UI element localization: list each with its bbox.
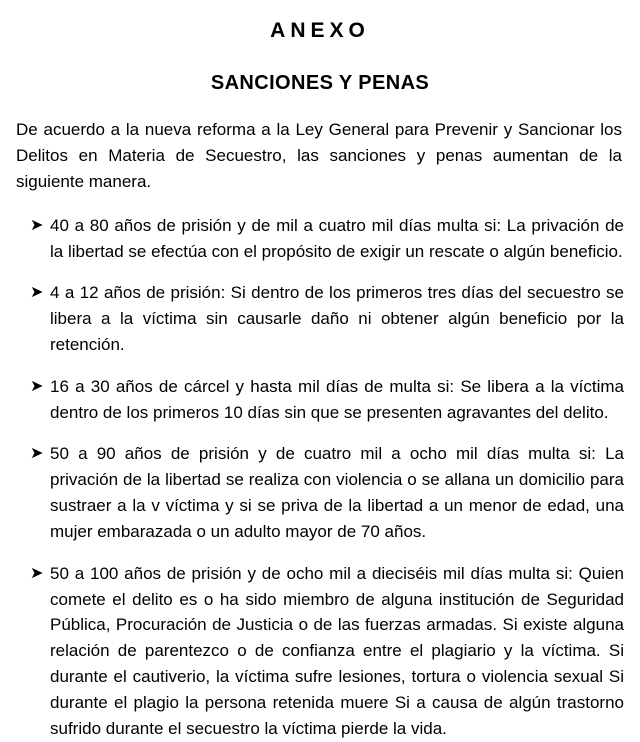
list-item-text: 50 a 90 años de prisión y de cuatro mil a ocho mil días multa si: La privación de la libertad se realiza con violencia o se allana un domicilio para sustraer a la v víctima y si se priva de la libertad a un menor de edad, una mujer embarazada o un adulto mayor de 70 años. (50, 444, 624, 541)
page-title: ANEXO (270, 19, 370, 42)
list-item-text: 40 a 80 años de prisión y de mil a cuatro mil días multa si: La privación de la libertad se efectúa con el propósito de exigir un rescate o algún beneficio. (50, 215, 624, 261)
list-item-text: 16 a 30 años de cárcel y hasta mil días de multa si: Se libera a la víctima dentro de los primeros 10 días sin que se presenten agravantes del delito. (50, 376, 624, 422)
arrow-bullet-icon: ➤ (30, 443, 44, 463)
sanctions-list (16, 213, 624, 742)
list-item (16, 374, 624, 426)
list-item (16, 213, 624, 265)
list-item (16, 561, 624, 742)
page-subtitle: SANCIONES Y PENAS (210, 72, 430, 95)
list-item-text: 4 a 12 años de prisión: Si dentro de los primeros tres días del secuestro se libera a la víctima sin causarle daño ni obtener algún beneficio por la retención. (50, 283, 624, 354)
list-item-text: 50 a 100 años de prisión y de ocho mil a dieciséis mil días multa si: Quien comete el delito es o ha sido miembro de alguna institución de Seguridad Pública, Procuración de Justicia o de las fuerzas armadas. Si existe alguna relación de parentezco o de confianza entre el plagiario y la víctima. Si durante el cautiverio, la víctima sufre lesiones, tortura o violencia sexual Si durante el plagio la persona retenida muere Si a causa de algún trastorno sufrido durante el secuestro la víctima pierde la vida. (50, 563, 624, 738)
arrow-bullet-icon: ➤ (30, 282, 44, 302)
arrow-bullet-icon: ➤ (30, 214, 44, 234)
arrow-bullet-icon: ➤ (30, 562, 44, 582)
arrow-bullet-icon: ➤ (30, 375, 44, 395)
list-item (16, 441, 624, 544)
list-item (16, 280, 624, 357)
intro-paragraph: De acuerdo a la nueva reforma a la Ley General para Prevenir y Sancionar los Delitos en Materia de Secuestro, las sanciones y penas aumentan de la siguiente manera. (16, 120, 622, 191)
